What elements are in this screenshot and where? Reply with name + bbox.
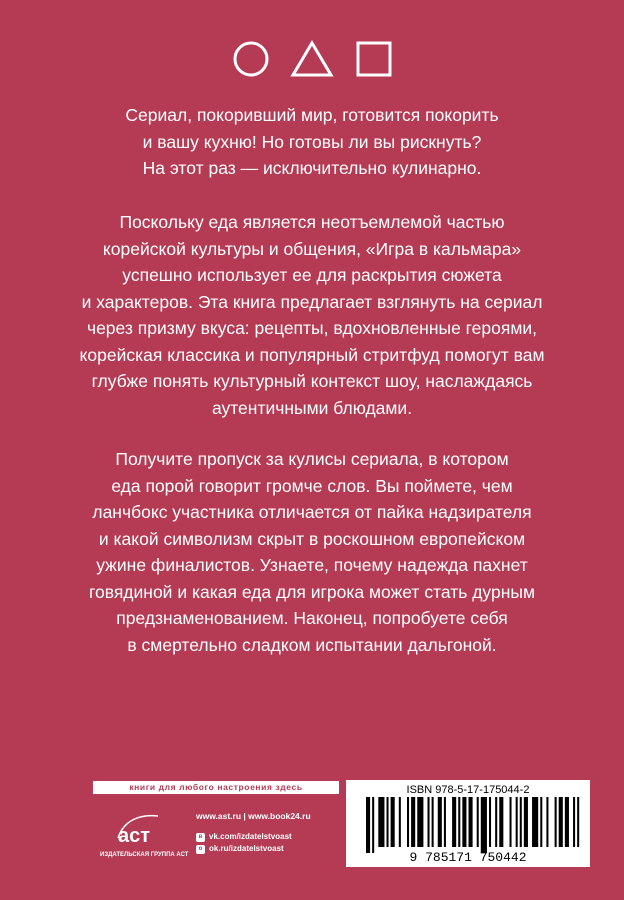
- barcode-bar: [458, 797, 460, 847]
- isbn-barcode: [346, 780, 590, 867]
- barcode-bar: [417, 797, 423, 847]
- barcode-bar: [387, 797, 389, 847]
- barcode-bar: [428, 797, 430, 847]
- barcode-bar: [391, 797, 395, 847]
- publisher-mark-text: аст: [118, 825, 151, 847]
- barcode-bar: [411, 797, 415, 847]
- text-line: успешно использует ее для раскрытия сюжета: [122, 265, 502, 285]
- barcode-bar: [378, 797, 384, 847]
- isbn-number: ISBN 978-5-17-175044-2: [406, 784, 530, 796]
- text-line: через призму вкуса: рецепты, вдохновленные героями,: [86, 318, 538, 338]
- text-line: предзнаменованием. Наконец, попробуете себя: [116, 608, 508, 628]
- text-line: в смертельно сладком испытании дальгоной.: [127, 634, 497, 655]
- description-paragraph: [40, 209, 584, 421]
- barcode-bar: [540, 797, 542, 847]
- website-links[interactable]: www.ast.ru | www.book24.ru: [196, 811, 311, 821]
- barcode-bar: [573, 797, 575, 847]
- barcode-bar: [555, 797, 557, 847]
- barcode-bar: [546, 797, 548, 847]
- text-line: ужине финалистов. Узнаете, почему надежда пахнет: [96, 555, 528, 575]
- barcode-bar: [432, 797, 434, 847]
- publisher-links: [196, 810, 311, 855]
- publisher-name: ИЗДАТЕЛЬСКАЯ ГРУППА АСТ: [100, 852, 189, 858]
- vk-icon: в: [196, 833, 205, 842]
- text-line: корейской культуры и общения, «Игра в кальмара»: [102, 238, 522, 259]
- barcode-bar: [477, 797, 479, 847]
- intro-paragraph: [40, 102, 584, 182]
- text-line: и вашу кухню! Но готовы ли вы рискнуть?: [142, 131, 482, 152]
- text-line: говядиной и какая еда для игрока может стать дурным: [88, 581, 535, 602]
- text-line: Получите пропуск за кулисы сериала, в котором: [115, 449, 509, 469]
- barcode-bar: [559, 797, 563, 847]
- text-line: глубже понять культурный контекст шоу, наслаждаясь: [91, 371, 533, 391]
- barcode: [354, 797, 582, 865]
- barcode-bar: [532, 797, 538, 847]
- teaser-paragraph: [40, 446, 584, 658]
- ok-link[interactable]: ok.ru/izdatelstvoast: [209, 844, 284, 853]
- barcode-bar: [444, 797, 446, 847]
- text-line: аутентичными блюдами.: [211, 397, 413, 418]
- barcode-digits: 9 785171 750442: [409, 850, 527, 865]
- barcode-bar: [565, 797, 569, 847]
- barcode-bar: [520, 797, 522, 847]
- circle-triangle-square-logo: [232, 39, 392, 79]
- barcode-bar: [469, 797, 473, 847]
- barcode-bar: [499, 797, 503, 847]
- barcode-bar: [462, 797, 466, 847]
- vk-link-row[interactable]: [196, 831, 311, 843]
- barcode-bar: [481, 797, 487, 853]
- barcode-bar: [577, 797, 579, 847]
- barcode-bar: [489, 797, 491, 847]
- barcode-bar: [366, 797, 370, 853]
- barcode-bar: [452, 797, 456, 847]
- text-line: Сериал, покоривший мир, готовится покорить: [125, 105, 499, 125]
- barcode-bar: [495, 797, 497, 847]
- text-line: еда порой говорит громче слов. Вы поймете, чем: [111, 475, 513, 496]
- ok-link-row[interactable]: [196, 843, 311, 855]
- barcode-bar: [524, 797, 528, 847]
- publisher-tagline: книги для любого настроения здесь: [93, 781, 339, 794]
- barcode-bar: [407, 797, 409, 847]
- text-line: корейская классика и популярный стритфуд помогут вам: [79, 344, 545, 365]
- text-line: и какой символизм скрыт в роскошном европейском: [98, 528, 526, 549]
- vk-link[interactable]: vk.com/izdatelstvoast: [209, 832, 292, 841]
- publisher-logo: [100, 808, 189, 866]
- text-line: и характеров. Эта книга предлагает взглянуть на сериал: [81, 291, 543, 312]
- barcode-bar: [516, 797, 518, 847]
- text-line: Поскольку еда является неотъемлемой частью: [119, 212, 505, 232]
- text-line: ланчбокс участника отличается от пайка надзирателя: [92, 502, 532, 522]
- ok-icon: о: [196, 845, 205, 854]
- text-line: На этот раз — исключительно кулинарно.: [142, 158, 482, 178]
- barcode-bar: [399, 797, 401, 847]
- ast-logo-icon: [114, 808, 162, 848]
- barcode-bar: [372, 797, 374, 853]
- barcode-bar: [438, 797, 442, 847]
- barcode-bar: [510, 797, 512, 847]
